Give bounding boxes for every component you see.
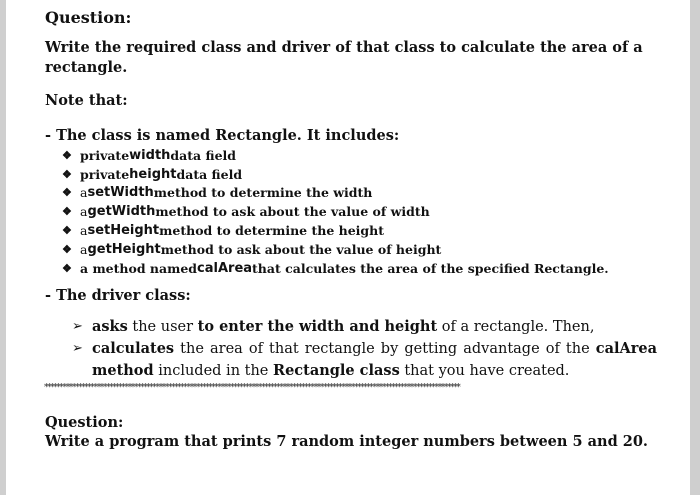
question2-text: Write a program that prints 7 random integer numbers between 5 and 20. <box>45 433 648 450</box>
list-item: ❖ a setWidth method to determine the width <box>62 185 373 201</box>
driver-list <box>72 316 672 382</box>
list-item: ❖ private height data field <box>62 166 243 182</box>
question2-heading: Question: <box>45 414 124 431</box>
diamond-bullet-icon: ❖ <box>62 261 72 275</box>
arrow-bullet-icon: ➢ <box>72 319 83 334</box>
list-item: ❖ a getWidth method to ask about the value of width <box>62 204 430 220</box>
diamond-bullet-icon: ❖ <box>62 186 72 200</box>
list-item: ❖ a method named calArea that calculates the area of the specified Rectangle. <box>62 260 609 276</box>
list-item: ➢ asks the user to enter the width and height of a rectangle. Then, <box>72 316 672 338</box>
question1-heading: Question: <box>45 8 132 27</box>
list-item: ❖ private width data field <box>62 147 237 163</box>
question1-line2: rectangle. <box>45 59 128 76</box>
list-item: ❖ a getHeight method to ask about the value of height <box>62 241 442 257</box>
asterisk-separator: ************************************************************************************************************************************** <box>44 383 460 393</box>
driver-heading: - The driver class: <box>45 287 191 304</box>
diamond-bullet-icon: ❖ <box>62 242 72 256</box>
diamond-bullet-icon: ❖ <box>62 167 72 181</box>
note-heading: Note that: <box>45 92 128 109</box>
document-page <box>22 0 687 495</box>
page-edge-right <box>690 0 700 495</box>
diamond-bullet-icon: ❖ <box>62 224 72 238</box>
arrow-bullet-icon: ➢ <box>72 341 83 356</box>
class-heading: - The class is named Rectangle. It includes: <box>45 127 400 144</box>
question1-line1: Write the required class and driver of that class to calculate the area of a <box>45 39 643 56</box>
list-item: ❖ a setHeight method to determine the height <box>62 223 385 239</box>
class-member-list <box>62 146 609 278</box>
question1-text <box>45 38 643 78</box>
page-edge-left <box>0 0 6 495</box>
diamond-bullet-icon: ❖ <box>62 205 72 219</box>
list-item: ➢ calculates the area of that rectangle by getting advantage of the calArea method included in the Rectangle class that you have created. <box>72 338 672 382</box>
diamond-bullet-icon: ❖ <box>62 148 72 162</box>
